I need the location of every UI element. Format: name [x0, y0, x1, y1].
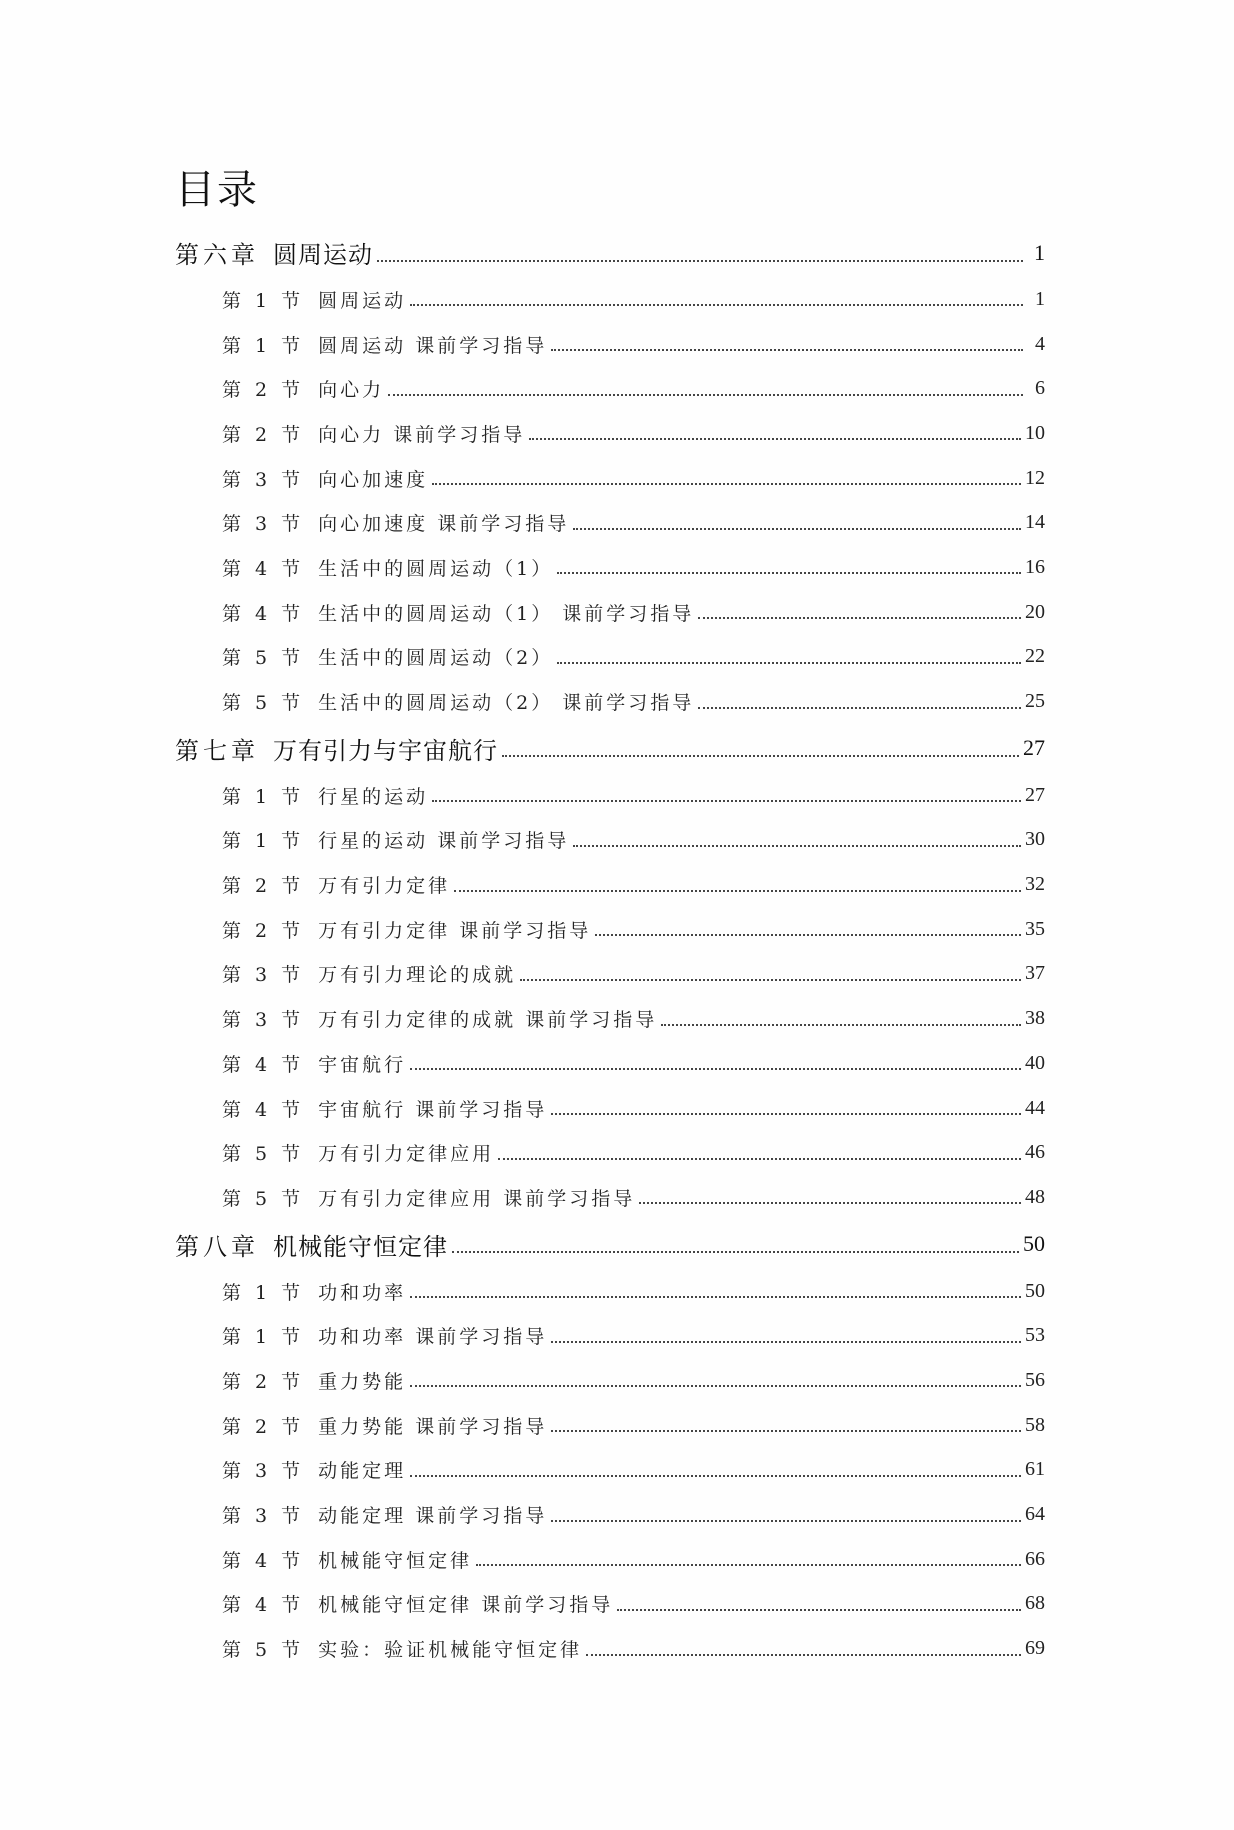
section-label	[222, 465, 428, 492]
section-page-number: 38	[1025, 1007, 1045, 1030]
section-page-number: 6	[1035, 377, 1045, 400]
chapter-page-number: 1	[1034, 239, 1045, 265]
section-title: 动能定理 课前学习指导	[318, 1505, 548, 1528]
dot-leader	[557, 662, 1021, 664]
section-title: 向心力	[318, 379, 385, 402]
chapter-title: 机械能守恒定律	[273, 1232, 448, 1261]
section-number: 第 1 节	[222, 1326, 305, 1349]
section-number: 第 3 节	[222, 1505, 305, 1528]
section-number: 第 1 节	[222, 830, 305, 853]
section-entry[interactable]	[175, 545, 1045, 590]
section-label	[222, 1546, 472, 1573]
section-title: 向心加速度	[318, 468, 429, 491]
dot-leader	[410, 1385, 1021, 1387]
dot-leader	[551, 349, 1023, 351]
section-number: 第 3 节	[222, 468, 305, 491]
section-entry[interactable]	[175, 1269, 1045, 1314]
dot-leader	[432, 800, 1021, 802]
section-title: 万有引力理论的成就	[318, 964, 517, 987]
dot-leader	[698, 617, 1021, 619]
section-label	[222, 1590, 613, 1617]
section-number: 第 3 节	[222, 1009, 305, 1032]
section-number: 第 5 节	[222, 1143, 305, 1166]
section-label	[222, 375, 384, 402]
section-title: 万有引力定律应用 课前学习指导	[318, 1187, 636, 1210]
chapter-entry[interactable]	[175, 228, 1045, 277]
section-label	[222, 509, 569, 536]
section-page-number: 1	[1035, 287, 1045, 310]
section-label	[222, 1184, 635, 1211]
section-entry[interactable]	[175, 1175, 1045, 1220]
section-entry[interactable]	[175, 1626, 1045, 1671]
section-page-number: 53	[1025, 1324, 1045, 1347]
section-page-number: 69	[1025, 1637, 1045, 1660]
section-label	[222, 554, 553, 581]
section-label	[222, 960, 516, 987]
section-page-number: 48	[1025, 1185, 1045, 1208]
section-number: 第 2 节	[222, 875, 305, 898]
section-label	[222, 1139, 494, 1166]
section-page-number: 56	[1025, 1368, 1045, 1391]
dot-leader	[573, 845, 1021, 847]
section-page-number: 20	[1025, 600, 1045, 623]
dot-leader	[586, 1654, 1021, 1656]
section-entry[interactable]	[175, 952, 1045, 997]
section-title: 生活中的圆周运动（2） 课前学习指导	[318, 692, 695, 715]
section-entry[interactable]	[175, 679, 1045, 724]
section-page-number: 35	[1025, 917, 1045, 940]
section-entry[interactable]	[175, 1448, 1045, 1493]
section-number: 第 4 节	[222, 1594, 305, 1617]
section-page-number: 40	[1025, 1051, 1045, 1074]
section-entry[interactable]	[175, 635, 1045, 680]
section-page-number: 30	[1025, 828, 1045, 851]
section-page-number: 46	[1025, 1141, 1045, 1164]
section-title: 向心加速度 课前学习指导	[318, 513, 570, 536]
section-label	[222, 871, 450, 898]
section-number: 第 1 节	[222, 785, 305, 808]
chapter-page-number: 27	[1023, 735, 1045, 761]
section-title: 圆周运动	[318, 289, 407, 312]
section-title: 功和功率 课前学习指导	[318, 1326, 548, 1349]
section-page-number: 37	[1025, 962, 1045, 985]
section-number: 第 4 节	[222, 602, 305, 625]
section-entry[interactable]	[175, 456, 1045, 501]
section-number: 第 4 节	[222, 1053, 305, 1076]
section-title: 机械能守恒定律	[318, 1549, 473, 1572]
dot-leader	[661, 1024, 1021, 1026]
section-title: 向心力 课前学习指导	[318, 423, 526, 446]
dot-leader	[410, 1068, 1021, 1070]
chapter-label	[175, 731, 498, 766]
section-label	[222, 1456, 406, 1483]
section-page-number: 61	[1025, 1458, 1045, 1481]
table-of-contents	[175, 228, 1045, 1671]
section-entry[interactable]	[175, 1403, 1045, 1448]
section-page-number: 44	[1025, 1096, 1045, 1119]
section-page-number: 68	[1025, 1592, 1045, 1615]
dot-leader	[573, 528, 1021, 530]
section-page-number: 58	[1025, 1413, 1045, 1436]
section-page-number: 4	[1035, 332, 1045, 355]
section-label	[222, 1501, 547, 1528]
dot-leader	[595, 934, 1021, 936]
dot-leader	[551, 1430, 1021, 1432]
section-entry[interactable]	[175, 590, 1045, 635]
section-label	[222, 1322, 547, 1349]
section-entry[interactable]	[175, 1492, 1045, 1537]
dot-leader	[698, 707, 1021, 709]
section-entry[interactable]	[175, 1130, 1045, 1175]
section-entry[interactable]	[175, 322, 1045, 367]
section-number: 第 2 节	[222, 1370, 305, 1393]
section-number: 第 3 节	[222, 964, 305, 987]
section-number: 第 1 节	[222, 289, 305, 312]
section-title: 万有引力定律 课前学习指导	[318, 919, 592, 942]
dot-leader	[498, 1158, 1021, 1160]
section-label	[222, 916, 591, 943]
section-title: 重力势能	[318, 1370, 407, 1393]
section-title: 功和功率	[318, 1281, 407, 1304]
section-number: 第 2 节	[222, 919, 305, 942]
dot-leader	[476, 1564, 1021, 1566]
section-entry[interactable]	[175, 411, 1045, 456]
section-number: 第 5 节	[222, 692, 305, 715]
dot-leader	[388, 394, 1023, 396]
section-number: 第 4 节	[222, 1098, 305, 1121]
section-entry[interactable]	[175, 277, 1045, 322]
section-label	[222, 420, 525, 447]
section-number: 第 2 节	[222, 379, 305, 402]
dot-leader	[529, 438, 1021, 440]
section-entry[interactable]	[175, 862, 1045, 907]
section-title: 生活中的圆周运动（1） 课前学习指导	[318, 602, 695, 625]
chapter-label	[175, 235, 373, 270]
section-title: 万有引力定律	[318, 875, 451, 898]
section-title: 圆周运动 课前学习指导	[318, 334, 548, 357]
section-title: 万有引力定律应用	[318, 1143, 495, 1166]
section-entry[interactable]	[175, 1537, 1045, 1582]
section-number: 第 1 节	[222, 1281, 305, 1304]
section-number: 第 5 节	[222, 647, 305, 670]
section-label	[222, 1367, 406, 1394]
section-label	[222, 1635, 582, 1662]
dot-leader	[520, 979, 1021, 981]
section-title: 机械能守恒定律 课前学习指导	[318, 1594, 614, 1617]
section-entry[interactable]	[175, 500, 1045, 545]
dot-leader	[410, 304, 1023, 306]
dot-leader	[551, 1341, 1021, 1343]
section-page-number: 66	[1025, 1547, 1045, 1570]
section-label	[222, 286, 406, 313]
chapter-page-number: 50	[1023, 1231, 1045, 1257]
section-entry[interactable]	[175, 1358, 1045, 1403]
dot-leader	[502, 755, 1019, 757]
section-title: 行星的运动 课前学习指导	[318, 830, 570, 853]
section-page-number: 22	[1025, 645, 1045, 668]
chapter-number: 第七章	[175, 736, 259, 765]
section-entry[interactable]	[175, 1582, 1045, 1627]
section-title: 万有引力定律的成就 课前学习指导	[318, 1009, 658, 1032]
section-entry[interactable]	[175, 907, 1045, 952]
section-title: 宇宙航行	[318, 1053, 407, 1076]
section-label	[222, 1095, 547, 1122]
section-title: 生活中的圆周运动（1）	[318, 557, 554, 580]
dot-leader	[410, 1296, 1021, 1298]
section-entry[interactable]	[175, 773, 1045, 818]
section-page-number: 25	[1025, 690, 1045, 713]
section-number: 第 2 节	[222, 1415, 305, 1438]
section-title: 重力势能 课前学习指导	[318, 1415, 548, 1438]
section-label	[222, 599, 694, 626]
dot-leader	[617, 1609, 1021, 1611]
section-page-number: 50	[1025, 1279, 1045, 1302]
section-number: 第 4 节	[222, 1549, 305, 1572]
section-title: 实验：验证机械能守恒定律	[318, 1639, 583, 1662]
chapter-number: 第八章	[175, 1232, 259, 1261]
section-number: 第 5 节	[222, 1639, 305, 1662]
page-title: 目录	[175, 167, 259, 213]
section-number: 第 4 节	[222, 557, 305, 580]
section-label	[222, 782, 428, 809]
section-entry[interactable]	[175, 1086, 1045, 1131]
section-page-number: 27	[1025, 783, 1045, 806]
section-page-number: 16	[1025, 555, 1045, 578]
section-number: 第 1 节	[222, 334, 305, 357]
dot-leader	[557, 572, 1021, 574]
dot-leader	[454, 890, 1021, 892]
chapter-label	[175, 1227, 448, 1262]
section-number: 第 3 节	[222, 513, 305, 536]
section-title: 动能定理	[318, 1460, 407, 1483]
section-number: 第 2 节	[222, 423, 305, 446]
section-label	[222, 1050, 406, 1077]
chapter-entry[interactable]	[175, 724, 1045, 773]
chapter-title: 圆周运动	[273, 241, 373, 269]
chapter-number: 第六章	[175, 241, 259, 269]
section-entry[interactable]	[175, 1313, 1045, 1358]
section-entry[interactable]	[175, 818, 1045, 863]
section-page-number: 12	[1025, 466, 1045, 489]
section-page-number: 32	[1025, 873, 1045, 896]
dot-leader	[551, 1520, 1021, 1522]
dot-leader	[377, 260, 1023, 262]
section-page-number: 14	[1025, 511, 1045, 534]
section-title: 宇宙航行 课前学习指导	[318, 1098, 548, 1121]
section-page-number: 64	[1025, 1503, 1045, 1526]
section-label	[222, 826, 569, 853]
section-label	[222, 1005, 657, 1032]
section-label	[222, 643, 553, 670]
section-entry[interactable]	[175, 366, 1045, 411]
section-title: 生活中的圆周运动（2）	[318, 647, 554, 670]
dot-leader	[410, 1475, 1021, 1477]
dot-leader	[432, 483, 1021, 485]
chapter-entry[interactable]	[175, 1220, 1045, 1269]
section-entry[interactable]	[175, 1041, 1045, 1086]
dot-leader	[452, 1251, 1019, 1253]
chapter-title: 万有引力与宇宙航行	[273, 736, 498, 765]
section-label	[222, 1278, 406, 1305]
dot-leader	[551, 1113, 1021, 1115]
section-page-number: 10	[1025, 421, 1045, 444]
section-label	[222, 331, 547, 358]
section-number: 第 3 节	[222, 1460, 305, 1483]
section-label	[222, 688, 694, 715]
dot-leader	[639, 1202, 1021, 1204]
section-label	[222, 1412, 547, 1439]
section-entry[interactable]	[175, 996, 1045, 1041]
section-number: 第 5 节	[222, 1187, 305, 1210]
section-title: 行星的运动	[318, 785, 429, 808]
